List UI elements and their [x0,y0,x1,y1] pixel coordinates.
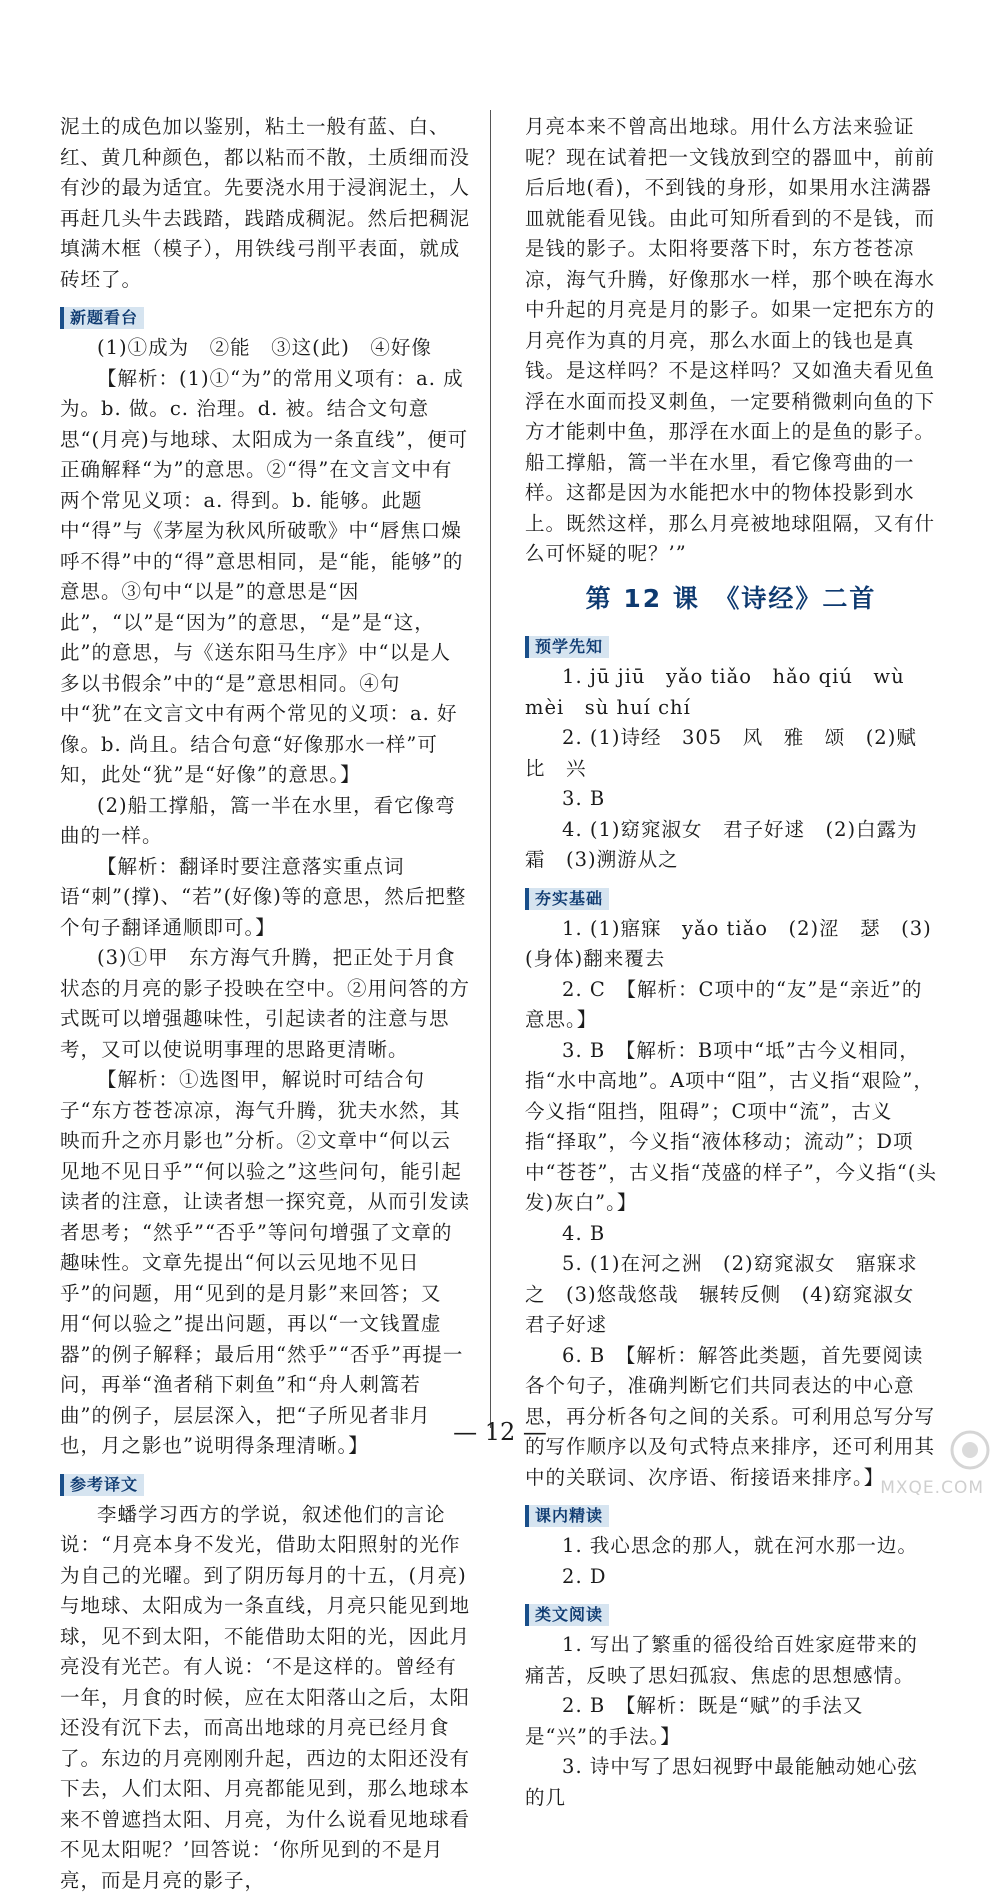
paragraph: 2. B 【解析：既是“赋”的手法又是“兴”的手法。】 [525,1691,937,1752]
paragraph: 泥土的成色加以鉴别，粘土一般有蓝、白、红、黄几种颜色，都以粘而不散，土质细而没有沙的最为适宜。先要浇水用于浸润泥土，人再赶几头牛去践踏，践踏成稠泥。然后把稠泥填满木框（模子），用铁线弓削平表面，就成砖坯了。 [60,112,470,295]
paragraph: 3. B 【解析：B项中“坻”古今义相同，指“水中高地”。A项中“阻”，古义指“艰险”，今义指“阻挡，阻碍”；C项中“流”，古义指“择取”，今义指“液体移动；流动”；D项中“苍苍”，古义指“茂盛的样子”，今义指“(头发)灰白”。】 [525,1036,937,1219]
paragraph: 2. C 【解析：C项中的“友”是“亲近”的意思。】 [525,975,937,1036]
paragraph: 2. (1)诗经 305 风 雅 颂 (2)赋 比 兴 [525,723,937,784]
paragraph: 月亮本来不曾高出地球。用什么方法来验证呢？现在试着把一文钱放到空的器皿中，前前后后地(看)，不到钱的身形，如果用水注满器皿就能看见钱。由此可知所看到的不是钱，而是钱的影子。太阳将要落下时，东方苍苍凉凉，海气升腾，好像那水一样，那个映在海水中升起的月亮是月的影子。如果一定把东方的月亮作为真的月亮，那么水面上的钱也是真钱。是这样吗？不是这样吗？又如渔夫看见鱼浮在水面而投叉刺鱼，一定要稍微刺向鱼的下方才能刺中鱼，那浮在水面上的是鱼的影子。船工撑船，篙一半在水里，看它像弯曲的一样。这都是因为水能把水中的物体投影到水上。既然这样，那么月亮被地球阻隔，又有什么可怀疑的呢？’” [525,112,937,570]
paragraph: 1. 写出了繁重的徭役给百姓家庭带来的痛苦，反映了思妇孤寂、焦虑的思想感情。 [525,1630,937,1691]
column-divider [490,110,491,1428]
paragraph: 【解析：①选图甲，解说时可结合句子“东方苍苍凉凉，海气升腾，犹夫水然，其映而升之亦月影也”分析。②文章中“何以云见地不见日乎”“何以验之”这些问句，能引起读者的注意，让读者想一探究竟，从而引发读者思考；“然乎”“否乎”等问句增强了文章的趣味性。文章先提出“何以云见地不见日乎”的问题，用“见到的是月影”来回答；又用“何以验之”提出问题，再以“一文钱置虚器”的例子解释；最后用“然乎”“否乎”再提一问，再举“渔者稍下刺鱼”和“舟人刺篙若曲”的例子，层层深入，把“子所见者非月也，月之影也”说明得条理清晰。】 [60,1065,470,1462]
section-heading: 预学先知 [525,636,609,658]
paragraph: 【解析：翻译时要注意落实重点词语“刺”(撑)、“若”(好像)等的意思，然后把整个句子翻译通顺即可。】 [60,852,470,944]
section-heading-row [525,876,937,914]
paragraph: 3. B [525,784,937,815]
left-column [60,112,470,1896]
lesson-title: 第 12 课 《诗经》二首 [525,584,937,615]
section-heading: 课内精读 [525,1505,609,1527]
watermark-logo [852,1424,992,1504]
paragraph: 5. (1)在河之洲 (2)窈窕淑女 寤寐求之 (3)悠哉悠哉 辗转反侧 (4)窈窕淑女 君子好逑 [525,1249,937,1341]
section-heading-row [525,1592,937,1630]
paragraph: 4. (1)窈窕淑女 君子好逑 (2)白露为霜 (3)溯游从之 [525,815,937,876]
section-heading: 参考译文 [60,1474,144,1496]
section-heading: 夯实基础 [525,888,609,910]
paragraph: 李蟠学习西方的学说，叙述他们的言论说：“月亮本身不发光，借助太阳照射的光作为自己的光曜。到了阴历每月的十五，(月亮)与地球、太阳成为一条直线，月亮只能见到地球，见不到太阳，不能借助太阳的光，因此月亮没有光芒。有人说：‘不是这样的。曾经有一年，月食的时候，应在太阳落山之后，太阳还没有沉下去，而高出地球的月亮已经月食了。东边的月亮刚刚升起，西边的太阳还没有下去，人们太阳、月亮都能见到，那么地球本来不曾遮挡太阳、月亮，为什么说看见地球看不见太阳呢？’回答说：‘你所见到的不是月亮，而是月亮的影子， [60,1500,470,1896]
section-heading: 类文阅读 [525,1604,609,1626]
watermark-text: MXQE.COM [880,1478,984,1498]
section-heading-row [60,295,470,333]
paragraph: (3)①甲 东方海气升腾，把正处于月食状态的月亮的影子投映在空中。②用问答的方式既可以增强趣味性，引起读者的注意与思考，又可以使说明事理的思路更清晰。 [60,943,470,1065]
paragraph: 1. (1)寤寐 yǎo tiǎo (2)涩 瑟 (3)(身体)翻来覆去 [525,914,937,975]
page-number: — 12 — [0,1418,1000,1446]
paragraph: 【解析：(1)①“为”的常用义项有：a. 成为。b. 做。c. 治理。d. 被。结合文句意思“(月亮)与地球、太阳成为一条直线”，便可正确解释“为”的意思。②“得”在文言文中有两个常见义项：a. 得到。b. 能够。此题中“得”与《茅屋为秋风所破歌》中“唇焦口燥呼不得”中的“得”意思相同，是“能，能够”的意思。③句中“以是”的意思是“因此”，“以”是“因为”的意思，“是”是“这，此”的意思，与《送东阳马生序》中“以是人多以书假余”中的“是”意思相同。④句中“犹”在文言文中有两个常见的义项：a. 好像。b. 尚且。结合句意“好像那水一样”可知，此处“犹”是“好像”的意思。】 [60,364,470,791]
paragraph: 1. jū jiū yǎo tiǎo hǎo qiú wù mèi sù huí chí [525,662,937,723]
paragraph: 4. B [525,1219,937,1250]
right-column [525,112,937,1813]
section-heading-row [525,624,937,662]
paragraph: 2. D [525,1562,937,1593]
paragraph: (2)船工撑船，篙一半在水里，看它像弯曲的一样。 [60,791,470,852]
paragraph: 3. 诗中写了思妇视野中最能触动她心弦的几 [525,1752,937,1813]
section-heading: 新题看台 [60,307,144,329]
section-heading-row [60,1462,470,1500]
paragraph: (1)①成为 ②能 ③这(此) ④好像 [60,333,470,364]
paragraph: 1. 我心思念的那人，就在河水那一边。 [525,1531,937,1562]
paragraph: 6. B 【解析：解答此类题，首先要阅读各个句子，准确判断它们共同表达的中心意思，再分析各句之间的关系。可利用总写分写的写作顺序以及句式特点来排序，还可利用其中的关联词、次序语、衔接语来排序。】 [525,1341,937,1494]
